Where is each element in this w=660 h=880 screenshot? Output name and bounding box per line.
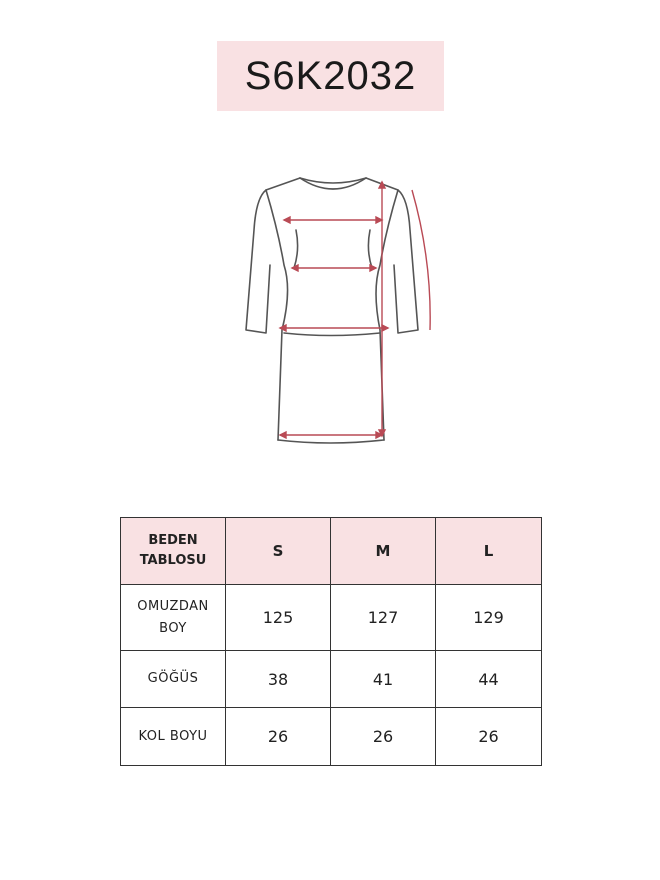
table-cell: 41 [331, 651, 436, 708]
size-header-m: M [331, 518, 436, 585]
table-cell: 38 [226, 651, 331, 708]
size-chart-header-row [121, 518, 542, 585]
size-chart-corner-label: BEDEN TABLOSU [121, 518, 226, 585]
table-cell: 26 [226, 708, 331, 766]
size-header-l: L [436, 518, 542, 585]
table-cell: 129 [436, 585, 542, 651]
table-cell: 125 [226, 585, 331, 651]
dress-measurement-diagram-icon [160, 150, 500, 460]
table-cell: 26 [331, 708, 436, 766]
table-row [121, 651, 542, 708]
table-row [121, 708, 542, 766]
row-label-kol-boyu: KOL BOYU [121, 708, 226, 766]
table-cell: 44 [436, 651, 542, 708]
row-label-omuzdan-boy: OMUZDAN BOY [121, 585, 226, 651]
product-code: S6K2032 [244, 53, 417, 98]
table-cell: 26 [436, 708, 542, 766]
row-label-gogus: GÖĞÜS [121, 651, 226, 708]
size-chart-table [120, 517, 542, 766]
table-cell: 127 [331, 585, 436, 651]
product-code-badge [217, 41, 444, 111]
size-header-s: S [226, 518, 331, 585]
table-row [121, 585, 542, 651]
